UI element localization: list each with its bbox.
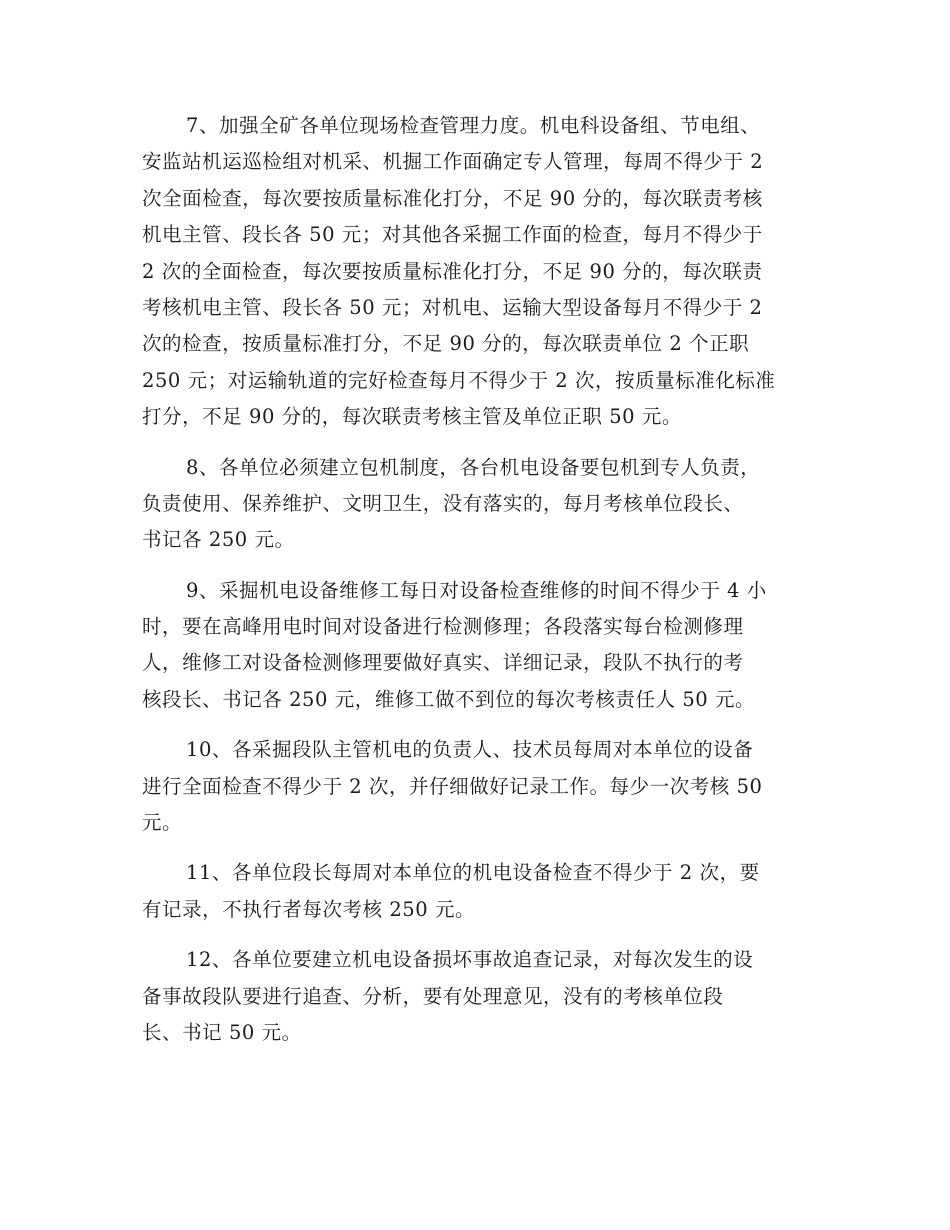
text-line: 核段长、书记各 250 元，维修工做不到位的每次考核责任人 50 元。	[142, 687, 756, 711]
text-line: 打分，不足 90 分的，每次联责考核主管及单位正职 50 元。	[142, 405, 682, 429]
text-line: 时，要在高峰用电时间对设备进行检测修理；各段落实每台检测修理	[142, 615, 744, 639]
text-line: 备事故段队要进行追查、分析，要有处理意见，没有的考核单位段	[142, 984, 724, 1008]
paragraph-7	[142, 108, 808, 436]
text-line: 机电主管、段长各 50 元；对其他各采掘工作面的检查，每月不得少于	[142, 223, 763, 247]
text-line: 9、采掘机电设备维修工每日对设备检查维修的时间不得少于 4 小	[186, 578, 767, 602]
text-line: 8、各单位必须建立包机制度，各台机电设备要包机到专人负责，	[186, 455, 761, 479]
document-body	[142, 108, 808, 1065]
text-line: 人，维修工对设备检测修理要做好真实、详细记录，段队不执行的考	[142, 651, 744, 675]
text-line: 次的检查，按质量标准打分，不足 90 分的，每次联责单位 2 个正职	[142, 332, 750, 356]
text-line: 7、加强全矿各单位现场检查管理力度。机电科设备组、节电组、	[186, 114, 761, 137]
text-line: 负责使用、保养维护、文明卫生，没有落实的，每月考核单位段长、	[142, 491, 744, 515]
text-line: 有记录，不执行者每次考核 250 元。	[142, 897, 476, 921]
text-line: 书记各 250 元。	[142, 528, 295, 552]
text-line: 250 元；对运输轨道的完好检查每月不得少于 2 次，按质量标准化标准	[142, 368, 776, 392]
text-line: 次全面检查，每次要按质量标准化打分，不足 90 分的，每次联责考核	[142, 186, 763, 210]
text-line: 11、各单位段长每周对本单位的机电设备检查不得少于 2 次，要	[186, 861, 760, 885]
paragraph-12	[142, 942, 808, 1051]
text-line: 10、各采掘段队主管机电的负责人、技术员每周对本单位的设备	[186, 738, 754, 762]
paragraph-10	[142, 732, 808, 841]
text-line: 进行全面检查不得少于 2 次，并仔细做好记录工作。每少一次考核 50	[142, 774, 763, 798]
text-line: 安监站机运巡检组对机采、机掘工作面确定专人管理，每周不得少于 2	[142, 150, 764, 174]
text-line: 2 次的全面检查，每次要按质量标准化打分，不足 90 分的，每次联责	[142, 259, 763, 283]
text-line: 长、书记 50 元。	[142, 1020, 302, 1044]
text-line: 元。	[142, 811, 183, 835]
paragraph-11	[142, 855, 808, 928]
text-line: 12、各单位要建立机电设备损坏事故追查记录，对每次发生的设	[186, 948, 754, 972]
paragraph-9	[142, 573, 808, 719]
text-line: 考核机电主管、段长各 50 元；对机电、运输大型设备每月不得少于 2	[142, 295, 763, 319]
paragraph-8	[142, 450, 808, 559]
